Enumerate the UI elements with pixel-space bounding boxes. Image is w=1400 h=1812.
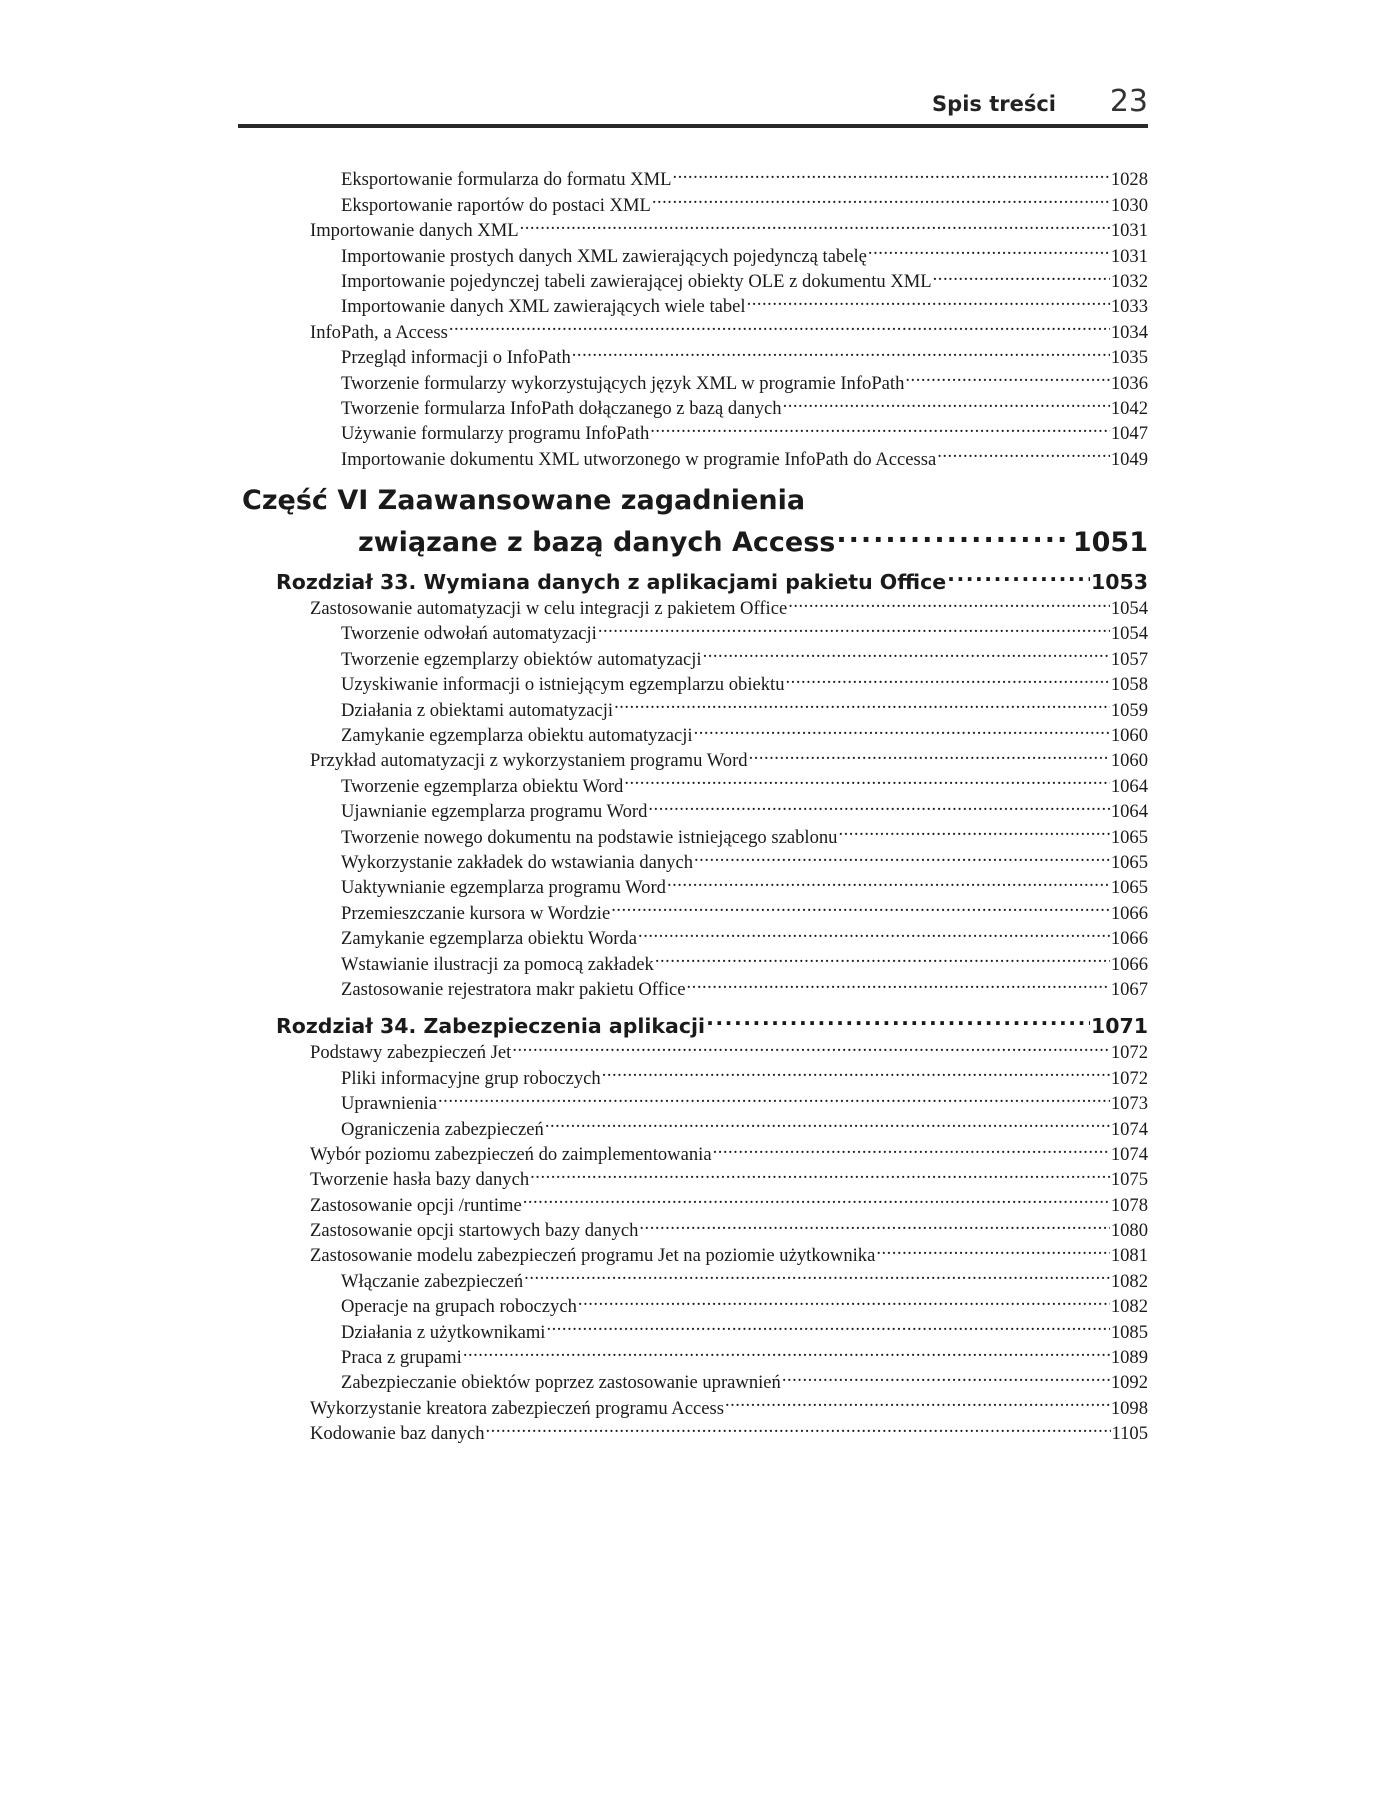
toc-entry-title: Eksportowanie raportów do postaci XML (341, 194, 651, 216)
toc-entry-title: Wykorzystanie kreatora zabezpieczeń programu Access (310, 1397, 724, 1419)
dot-leader (868, 236, 1110, 261)
dot-leader (614, 690, 1110, 715)
toc-entry-title: Zamykanie egzemplarza obiektu Worda (341, 928, 638, 950)
toc-entry-title: Praca z grupami (341, 1347, 462, 1369)
toc-entry-page: 1064 (1110, 775, 1148, 797)
dot-leader (782, 1363, 1110, 1388)
toc-entry-page: 1105 (1111, 1423, 1148, 1445)
toc-entry-title: Działania z użytkownikami (341, 1321, 546, 1343)
dot-leader (783, 389, 1110, 414)
dot-leader (947, 559, 1090, 589)
dot-leader (703, 639, 1110, 664)
dot-leader (905, 363, 1109, 388)
toc-entry-title: Działania z obiektami automatyzacji (341, 699, 614, 721)
toc-entry-title: Zastosowanie automatyzacji w celu integracji z pakietem Office (310, 598, 788, 620)
toc-entry-title: InfoPath, a Access (310, 321, 448, 343)
toc-entry-page: 1049 (1110, 448, 1148, 470)
toc-entry-title: Importowanie danych XML (310, 220, 519, 242)
toc-entry-page: 1036 (1110, 372, 1148, 394)
dot-leader (520, 211, 1110, 236)
toc-entry-page: 1030 (1110, 194, 1148, 216)
toc-entry-page: 1060 (1110, 725, 1148, 747)
toc-entry-title: Uzyskiwanie informacji o istniejącym egzemplarzu obiektu (341, 674, 785, 696)
dot-leader (838, 817, 1109, 842)
dot-leader (639, 1211, 1109, 1236)
toc-entry-page: 1074 (1110, 1118, 1148, 1140)
dot-leader (530, 1160, 1110, 1185)
toc-section-chapter-34 (238, 1033, 1148, 1445)
toc-entry-page: 1066 (1110, 928, 1148, 950)
toc-entry-title: Przemieszczanie kursora w Wordzie (341, 902, 611, 924)
toc-entry-title: Operacje na grupach roboczych (341, 1296, 577, 1318)
toc-entry-page: 1072 (1110, 1067, 1148, 1089)
toc-entry-page: 1031 (1110, 220, 1148, 242)
part-title-line1: Część VI Zaawansowane zagadnienia (242, 484, 806, 516)
toc-entry-title: Zastosowanie opcji startowych bazy danych (310, 1220, 639, 1242)
toc-entry-page: 1073 (1110, 1093, 1148, 1115)
dot-leader (486, 1414, 1111, 1439)
dot-leader (546, 1312, 1109, 1337)
toc-entry-title: Zastosowanie rejestratora makr pakietu Office (341, 978, 686, 1000)
dot-leader (598, 614, 1110, 639)
toc-entry-title: Przykład automatyzacji z wykorzystaniem programu Word (310, 750, 748, 772)
dot-leader (667, 868, 1110, 893)
toc-entry-page: 1065 (1110, 877, 1148, 899)
chapter-heading-33 (238, 559, 1148, 594)
toc-entry-page: 1064 (1110, 801, 1148, 823)
toc-entry-title: Tworzenie formularza InfoPath dołączanego z bazą danych (341, 397, 782, 419)
chapter-page: 1071 (1090, 1013, 1148, 1038)
toc-entry-title: Zastosowanie opcji /runtime (310, 1194, 522, 1216)
toc-entry-page: 1059 (1110, 699, 1148, 721)
toc-entry-page: 1057 (1110, 648, 1148, 670)
running-header (238, 84, 1148, 128)
toc-entry-page: 1047 (1110, 423, 1148, 445)
running-title: Spis treści (932, 92, 1056, 116)
toc-entry-title: Wstawianie ilustracji za pomocą zakładek (341, 953, 654, 975)
toc-entry-page: 1065 (1110, 851, 1148, 873)
toc-entry-page: 1098 (1110, 1397, 1148, 1419)
toc-entry-title: Tworzenie nowego dokumentu na podstawie istniejącego szablonu (341, 826, 838, 848)
dot-leader (572, 338, 1110, 363)
dot-leader (438, 1084, 1110, 1109)
dot-leader (655, 944, 1110, 969)
dot-leader (713, 1135, 1110, 1160)
dot-leader (836, 517, 1071, 551)
dot-leader (545, 1109, 1110, 1134)
toc-entry-title: Wykorzystanie zakładek do wstawiania danych (341, 851, 694, 873)
toc-entry-title: Włączanie zabezpieczeń (341, 1270, 524, 1292)
dot-leader (652, 185, 1110, 210)
toc-entry-page: 1081 (1110, 1245, 1148, 1267)
dot-leader (650, 414, 1110, 439)
toc-entry-page: 1058 (1110, 674, 1148, 696)
dot-leader (672, 160, 1109, 185)
dot-leader (694, 716, 1110, 741)
page-number: 23 (1109, 84, 1148, 119)
toc-entry-title: Eksportowanie formularza do formatu XML (341, 169, 672, 191)
table-of-contents (238, 160, 1148, 1445)
dot-leader (725, 1388, 1110, 1413)
dot-leader (747, 287, 1110, 312)
dot-leader (524, 1261, 1110, 1286)
toc-entry-page: 1031 (1110, 245, 1148, 267)
toc-entry-page: 1082 (1110, 1296, 1148, 1318)
toc-entry-title: Uaktywnianie egzemplarza programu Word (341, 877, 666, 899)
toc-entry-page: 1060 (1110, 750, 1148, 772)
toc-entry-title: Importowanie danych XML zawierających wiele tabel (341, 296, 746, 318)
dot-leader (602, 1058, 1110, 1083)
dot-leader (449, 312, 1110, 337)
toc-entry-page: 1042 (1110, 397, 1148, 419)
toc-entry-title: Zamykanie egzemplarza obiektu automatyzacji (341, 725, 693, 747)
toc-entry-page: 1089 (1110, 1347, 1148, 1369)
dot-leader (933, 262, 1110, 287)
toc-entry-page: 1034 (1110, 321, 1148, 343)
dot-leader (706, 1003, 1090, 1033)
toc-entry-page: 1032 (1110, 270, 1148, 292)
toc-entry-title: Importowanie pojedynczej tabeli zawierającej obiekty OLE z dokumentu XML (341, 270, 932, 292)
toc-entry-page: 1054 (1110, 598, 1148, 620)
dot-leader (578, 1287, 1110, 1312)
part-heading (238, 484, 1148, 558)
dot-leader (512, 1033, 1109, 1058)
toc-entry-page: 1085 (1110, 1321, 1148, 1343)
toc-entry-title: Zabezpieczanie obiektów poprzez zastosowanie uprawnień (341, 1372, 781, 1394)
dot-leader (937, 439, 1110, 464)
toc-entry-page: 1082 (1110, 1270, 1148, 1292)
toc-entry-title: Podstawy zabezpieczeń Jet (310, 1042, 512, 1064)
toc-entry-title: Kodowanie baz danych (310, 1423, 485, 1445)
dot-leader (648, 792, 1109, 817)
dot-leader (788, 589, 1110, 614)
toc-entry-page: 1065 (1110, 826, 1148, 848)
toc-entry-title: Przegląd informacji o InfoPath (341, 347, 571, 369)
dot-leader (687, 970, 1110, 995)
dot-leader (638, 919, 1110, 944)
toc-entry-title: Używanie formularzy programu InfoPath (341, 423, 650, 445)
toc-entry-title: Tworzenie formularzy wykorzystujących język XML w programie InfoPath (341, 372, 905, 394)
dot-leader (749, 741, 1110, 766)
toc-entry-page: 1080 (1110, 1220, 1148, 1242)
part-title-line2-text: związane z bazą danych Access (358, 526, 836, 558)
toc-entry-page: 1035 (1110, 347, 1148, 369)
chapter-title: Rozdział 34. Zabezpieczenia aplikacji (276, 1013, 706, 1038)
toc-entry-title: Zastosowanie modelu zabezpieczeń programu Jet na poziomie użytkownika (310, 1245, 876, 1267)
dot-leader (463, 1338, 1110, 1363)
toc-section-chapter-33 (238, 589, 1148, 1000)
toc-entry-title: Importowanie prostych danych XML zawierających pojedynczą tabelę (341, 245, 867, 267)
dot-leader (611, 893, 1110, 918)
toc-entry-page: 1054 (1110, 623, 1148, 645)
toc-entry-page: 1033 (1110, 296, 1148, 318)
toc-entry-page: 1075 (1110, 1169, 1148, 1191)
chapter-heading-34 (238, 1003, 1148, 1038)
toc-section-top (238, 160, 1148, 470)
toc-entry-page: 1066 (1110, 953, 1148, 975)
toc-entry-page: 1066 (1110, 902, 1148, 924)
toc-entry-title: Uprawnienia (341, 1093, 438, 1115)
dot-leader (786, 665, 1110, 690)
toc-entry (238, 160, 1148, 191)
chapter-title: Rozdział 33. Wymiana danych z aplikacjami pakietu Office (276, 569, 947, 594)
chapter-page: 1053 (1090, 569, 1148, 594)
toc-entry-title: Ograniczenia zabezpieczeń (341, 1118, 544, 1140)
toc-entry-title: Wybór poziomu zabezpieczeń do zaimplementowania (310, 1143, 712, 1165)
toc-entry-title: Ujawnianie egzemplarza programu Word (341, 801, 648, 823)
toc-entry-title: Importowanie dokumentu XML utworzonego w programie InfoPath do Accessa (341, 448, 937, 470)
toc-entry-title: Tworzenie egzemplarza obiektu Word (341, 775, 624, 797)
toc-entry-page: 1067 (1110, 978, 1148, 1000)
toc-entry-title: Pliki informacyjne grup roboczych (341, 1067, 601, 1089)
toc-entry-title: Tworzenie hasła bazy danych (310, 1169, 530, 1191)
toc-entry-page: 1078 (1110, 1194, 1148, 1216)
toc-entry-title: Tworzenie odwołań automatyzacji (341, 623, 597, 645)
dot-leader (694, 843, 1110, 868)
toc-entry-page: 1028 (1110, 169, 1148, 191)
toc-entry-page: 1072 (1110, 1042, 1148, 1064)
part-title-line2 (238, 517, 1148, 558)
toc-entry-page: 1074 (1110, 1143, 1148, 1165)
toc-entry-page: 1092 (1110, 1372, 1148, 1394)
toc-entry-title: Tworzenie egzemplarzy obiektów automatyzacji (341, 648, 702, 670)
dot-leader (624, 766, 1109, 791)
dot-leader (876, 1236, 1109, 1261)
dot-leader (523, 1185, 1110, 1210)
part-page: 1051 (1072, 526, 1148, 558)
